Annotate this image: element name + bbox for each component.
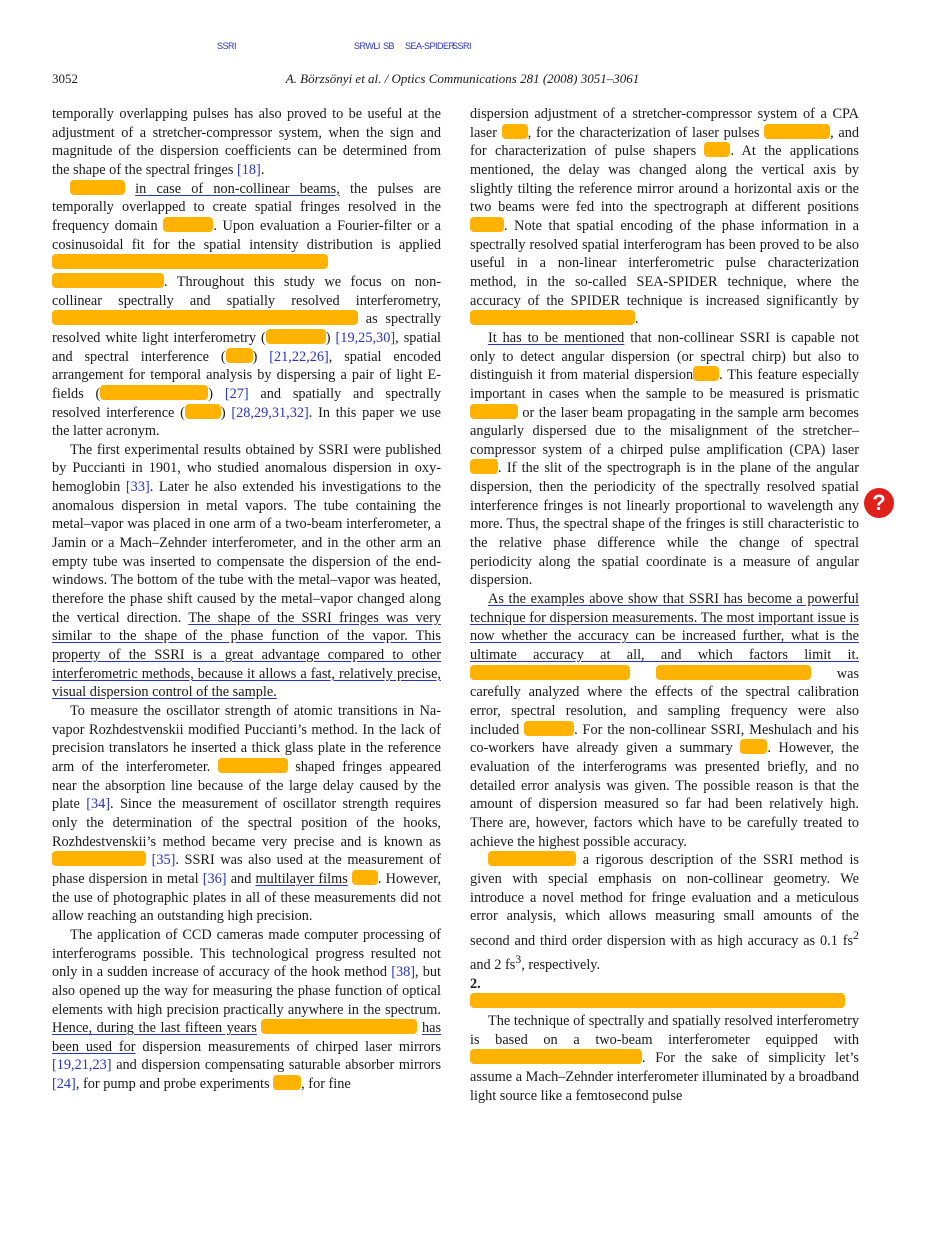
- highlight-box: [470, 665, 630, 680]
- highlight-box: [52, 254, 328, 269]
- running-head: A. Börzsönyi et al. / Optics Communications 281 (2008) 3051–3061: [285, 71, 640, 86]
- paragraph: The technique of spectrally and spatially resolved interferometry is based on a two-beam interferometer equipped with . For the sake of simplicity let’s assume a Mach–Zehnder interferometer illuminated by a broadband light source like a femtosecond pulse: [470, 1013, 859, 1104]
- highlight-box: [352, 870, 378, 885]
- highlight-box: [764, 124, 830, 139]
- paragraph: To measure the oscillator strength of atomic transitions in Na-vapor Rozhdestvenskii modified Puccianti’s method. In the lack of precision translators he inserted a thick glass plate in the reference arm of the interferometer. shaped fringes appeared near the absorption line because of the large delay caused by the plate [34]. Since the measurement of oscillator strength requires only the determination of the spectral position of the hooks, Rozhdestvenskii’s method became very precise and is known as [35]. SSRI was also used at the measurement of phase dispersion in metal [36] and multilayer films . However, the use of photographic plates in all of these measurements did not allow reaching an outstanding high precision.: [52, 703, 442, 925]
- highlight-box: [470, 217, 504, 232]
- highlight-box: [740, 739, 767, 754]
- citation-link[interactable]: [35]: [151, 852, 176, 869]
- citation-link[interactable]: [21,22,26]: [269, 348, 329, 365]
- highlight-box: [704, 142, 730, 157]
- paragraph: temporally overlapping pulses has also proved to be useful at the adjustment of a stretcher-compressor system, when the sign and magnitude of the dispersion coefficients can be determined from the shape of the spectral fringes [18].: [52, 106, 441, 178]
- highlight-box: [273, 1075, 301, 1090]
- citation-link[interactable]: [36]: [202, 870, 227, 887]
- citation-link[interactable]: [38]: [391, 964, 416, 981]
- citation-link[interactable]: [27]: [224, 385, 249, 402]
- help-icon[interactable]: ?: [864, 488, 894, 518]
- paragraph: As the examples above show that SSRI has become a powerful technique for dispersion measurements. The most important issue is now whether the accuracy can be increased further, what is the ultimate accuracy at all, and which factors limit it. was carefully analyzed where the effects of the spectral calibration error, spectral resolution, and sampling frequency were also included . For the non-collinear SSRI, Meshulach and his co-workers have already given a summary . However, the evaluation of the interferograms was presented briefly, and no detailed error analysis was given. The possible reason is that the amount of dispersion measured so far had been relatively high. There are, however, factors which have to be carefully treated to achieve the highest possible accuracy.: [470, 591, 860, 850]
- section-heading: 2.: [470, 975, 859, 1012]
- highlight-box: [70, 180, 125, 195]
- highlight-box: [470, 459, 498, 474]
- highlight-box: [470, 1049, 642, 1064]
- left-column: [52, 105, 441, 1094]
- highlight-box: [524, 721, 574, 736]
- highlight-box: [185, 404, 221, 419]
- citation-link[interactable]: [24]: [52, 1076, 76, 1093]
- paragraph: The first experimental results obtained by SSRI were published by Puccianti in 1901, who studied anomalous dispersion in oxy-hemoglobin [33]. Later he also extended his investigations to the anomalous dispersion in metal vapors. The tube containing the metal–vapor was placed in one arm of a two-beam interferometer, a Jamin or a Mach–Zehnder interferometer, and in the other arm an empty tube was inserted to compensate the dispersion of the end-windows. The bottom of the tube with the metal–vapor was heated, therefore the phase shift caused by the metal–vapor changed along the vertical direction. The shape of the SSRI fringes was very similar to the shape of the phase function of the vapor. This property of the SSRI is a great advantage compared to other interferometric methods, because it allows a fast, relatively precise, visual dispersion control of the sample.: [52, 441, 441, 701]
- citation-link[interactable]: [19,21,23]: [52, 1057, 112, 1074]
- citation-link[interactable]: [28,29,31,32]: [231, 404, 309, 421]
- header-tag-3: SB: [383, 41, 395, 51]
- highlight-box: [100, 385, 208, 400]
- highlight-box: [470, 404, 518, 419]
- paragraph: It has to be mentioned that non-collinear SSRI is capable not only to detect angular dispersion (or spectral chirp) but also to distinguish it from material dispersion . This feature especially important in cases when the sample to be measured is prismatic or the laser beam propagating in the sample arm becomes angularly dispersed due to the misalignment of the stretcher–compressor system of a chirped pulse amplification (CPA) laser. If the slit of the spectrograph is in the plane of the angular dispersion, then the periodicity of the spectrally resolved spatial interference fringes is not linearly proportional to wavelength any more. Thus, the spectral shape of the fringes is still characteristic to the relative phase difference while the change of spectral periodicity along the spatial coordinate is a measure of angular dispersion.: [470, 329, 860, 589]
- header-tag-4: SEA-SPIDER: [405, 41, 455, 51]
- citation-link[interactable]: [19,25,30]: [335, 329, 396, 346]
- highlight-box: [52, 851, 146, 866]
- paragraph: a rigorous description of the SSRI method is given with special emphasis on non-collinear geometry. We introduce a novel method for fringe evaluation and a meticulous error analysis, which allows measuring small amounts of the second and third order dispersion with as high accuracy as 0.1 $fs^2$ and 2 $fs^3$, respectively.: [470, 852, 859, 974]
- highlight-box: [218, 758, 288, 773]
- citation-link[interactable]: [34]: [86, 796, 111, 813]
- highlight-box: [488, 851, 576, 866]
- citation-link[interactable]: [33]: [125, 479, 150, 496]
- citation-link[interactable]: [18]: [237, 161, 261, 178]
- highlight-box: [163, 217, 213, 232]
- header-tag-2: SRWLI: [354, 41, 380, 51]
- right-column: [470, 105, 859, 1105]
- highlight-box: [226, 348, 253, 363]
- highlight-box: [52, 310, 358, 325]
- highlight-box: [266, 329, 326, 344]
- paragraph: in case of non-collinear beams, the pulses are temporally overlapped to create spatial fringes resolved in the frequency domain . Upon evaluation a Fourier-filter or a cosinusoidal fit for the spatial intensity distribution is applied . Throughout this study we focus on non-collinear spectrally and spatially resolved interferometry, as spectrally resolved white light interferometry ( ) [19,25,30], spatial and spectral interference ( ) [21,22,26], spatial encoded arrangement for temporal analysis by dispersing a pair of light E-fields ( ) [27] and spatially and spectrally resolved interference ( ) [28,29,31,32]. In this paper we use the latter acronym.: [52, 180, 442, 440]
- highlight-box: [470, 993, 845, 1008]
- highlight-box: [470, 310, 635, 325]
- highlight-box: [261, 1019, 417, 1034]
- paragraph: The application of CCD cameras made computer processing of interferograms possible. This technological progress resulted not only in a sudden increase of accuracy of the hook method [38], but also opened up the way for measuring the phase function of optical elements with high precision practically anywhere in the spectrum. Hence, during the last fifteen years has been used for dispersion measurements of chirped laser mirrors [19,21,23] and dispersion compensating saturable absorber mirrors [24], for pump and probe experiments , for fine: [52, 926, 442, 1093]
- highlight-box: [52, 273, 164, 288]
- highlight-box: [502, 124, 528, 139]
- header-tag-1: SSRI: [217, 41, 237, 51]
- paragraph: dispersion adjustment of a stretcher-compressor system of a CPA laser , for the characterization of laser pulses , and for characterization of pulse shapers . At the applications mentioned, the delay was changed along the vertical axis by slightly tilting the reference mirror around a horizontal axis or the two beams were fed into the spectrograph at different positions. Note that spatial encoding of the phase information in a spectrally resolved spatial interferogram has been proved to be also useful in a non-linear interferometric pulse characterization method, in the so-called SEA-SPIDER technique, where the accuracy of the SPIDER technique is increased significantly by .: [470, 106, 859, 328]
- highlight-box: [656, 665, 811, 680]
- highlight-box: [693, 366, 719, 381]
- header-tag-5: SSRI: [452, 41, 472, 51]
- page-number: 3052: [52, 71, 78, 86]
